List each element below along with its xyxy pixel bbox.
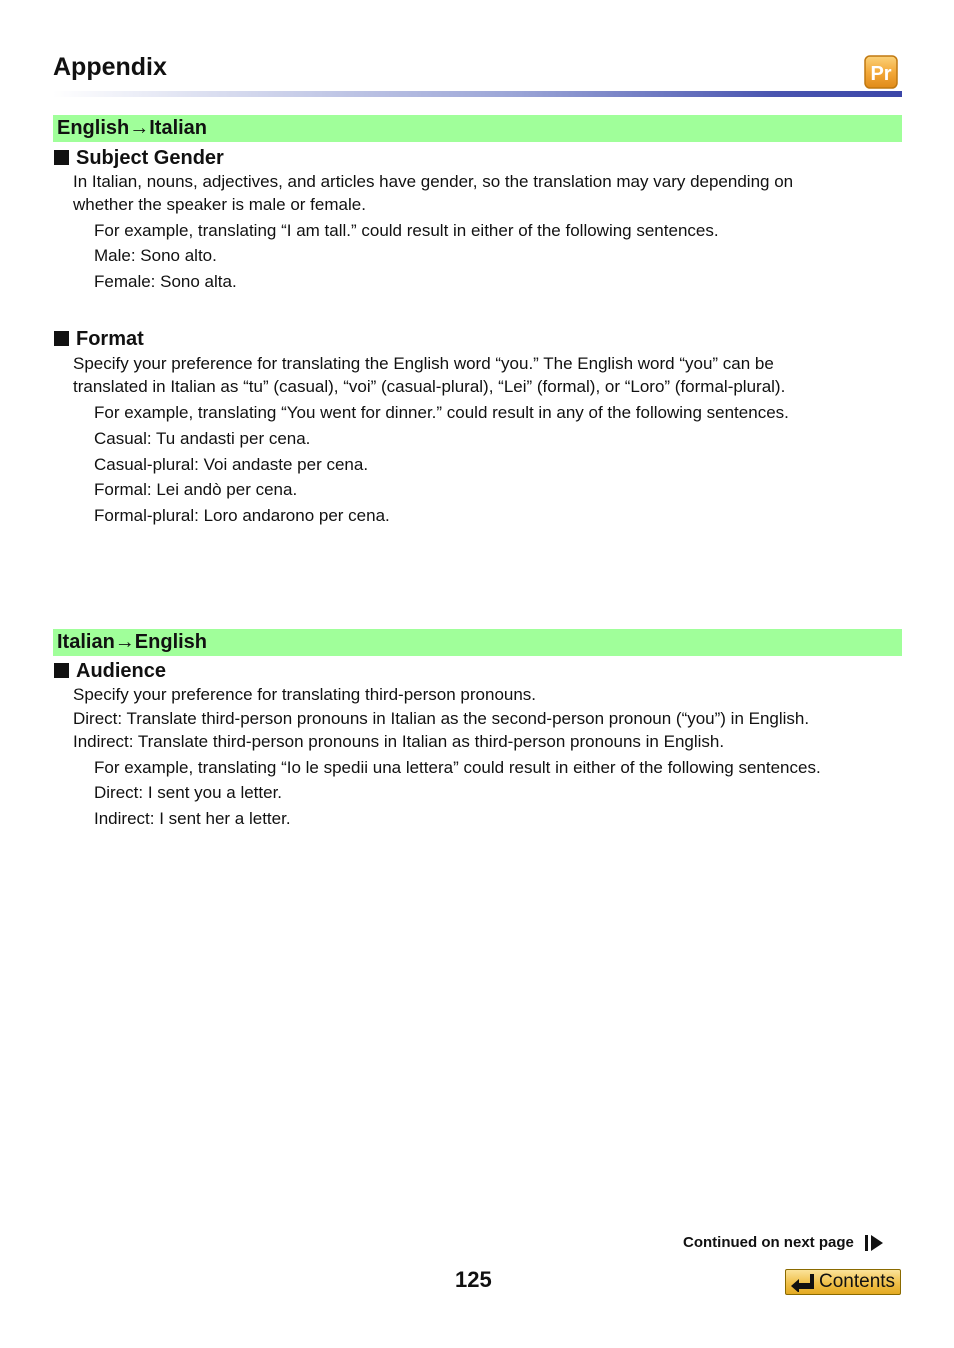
page-number: 125 xyxy=(455,1267,492,1292)
contents-button[interactable] xyxy=(785,1269,901,1295)
section-title-english-italian: English→Italian xyxy=(53,115,902,142)
subsection-heading-label: Format xyxy=(76,328,144,350)
paragraph-line: Indirect: Translate third-person pronouns in Italian as third-person pronouns in English. xyxy=(73,732,725,751)
subsection-heading-format xyxy=(54,326,144,352)
page-title: Appendix xyxy=(53,53,167,81)
paragraph-line: Specify your preference for translating third-person pronouns. xyxy=(73,685,537,704)
paragraph-line: translated in Italian as “tu” (casual), “voi” (casual-plural), “Lei” (formal), or “Loro” (formal-plural). xyxy=(73,377,786,396)
example-line: For example, translating “Io le spedii una lettera” could result in either of the following sentences. xyxy=(94,758,821,777)
subsection-heading-subject-gender xyxy=(54,145,224,171)
paragraph-line: Specify your preference for translating the English word “you.” The English word “you” can be xyxy=(73,354,774,373)
header-divider xyxy=(53,91,902,97)
pr-icon xyxy=(864,55,898,89)
paragraph-line: In Italian, nouns, adjectives, and articles have gender, so the translation may vary depending on xyxy=(73,172,794,191)
subsection-heading-label: Audience xyxy=(76,660,167,682)
contents-button-label: Contents xyxy=(819,1271,896,1292)
subsection-heading-label: Subject Gender xyxy=(76,147,224,169)
example-line: For example, translating “I am tall.” could result in either of the following sentences. xyxy=(94,221,719,240)
example-line: Formal-plural: Loro andarono per cena. xyxy=(94,506,390,525)
return-arrow-icon xyxy=(789,1272,817,1292)
square-bullet-icon xyxy=(54,150,69,165)
pr-badge-label: Pr xyxy=(870,63,892,85)
paragraph-line: whether the speaker is male or female. xyxy=(73,195,366,214)
section-title-italian-english: Italian→English xyxy=(53,629,902,656)
example-line: Female: Sono alta. xyxy=(94,272,237,291)
square-bullet-icon xyxy=(54,663,69,678)
example-line: Direct: I sent you a letter. xyxy=(94,783,283,802)
next-page-icon[interactable] xyxy=(864,1234,884,1252)
example-line: Casual: Tu andasti per cena. xyxy=(94,429,311,448)
continued-label: Continued on next page xyxy=(683,1234,854,1251)
subsection-heading-audience xyxy=(54,658,166,684)
paragraph-line: Direct: Translate third-person pronouns in Italian as the second-person pronoun (“you”) in English. xyxy=(73,709,810,728)
square-bullet-icon xyxy=(54,331,69,346)
example-line: Casual-plural: Voi andaste per cena. xyxy=(94,455,369,474)
example-line: Male: Sono alto. xyxy=(94,246,217,265)
continued-next-page[interactable] xyxy=(683,1232,884,1254)
example-line: Indirect: I sent her a letter. xyxy=(94,809,291,828)
example-line: For example, translating “You went for dinner.” could result in any of the following sentences. xyxy=(94,403,789,422)
example-line: Formal: Lei andò per cena. xyxy=(94,480,298,499)
